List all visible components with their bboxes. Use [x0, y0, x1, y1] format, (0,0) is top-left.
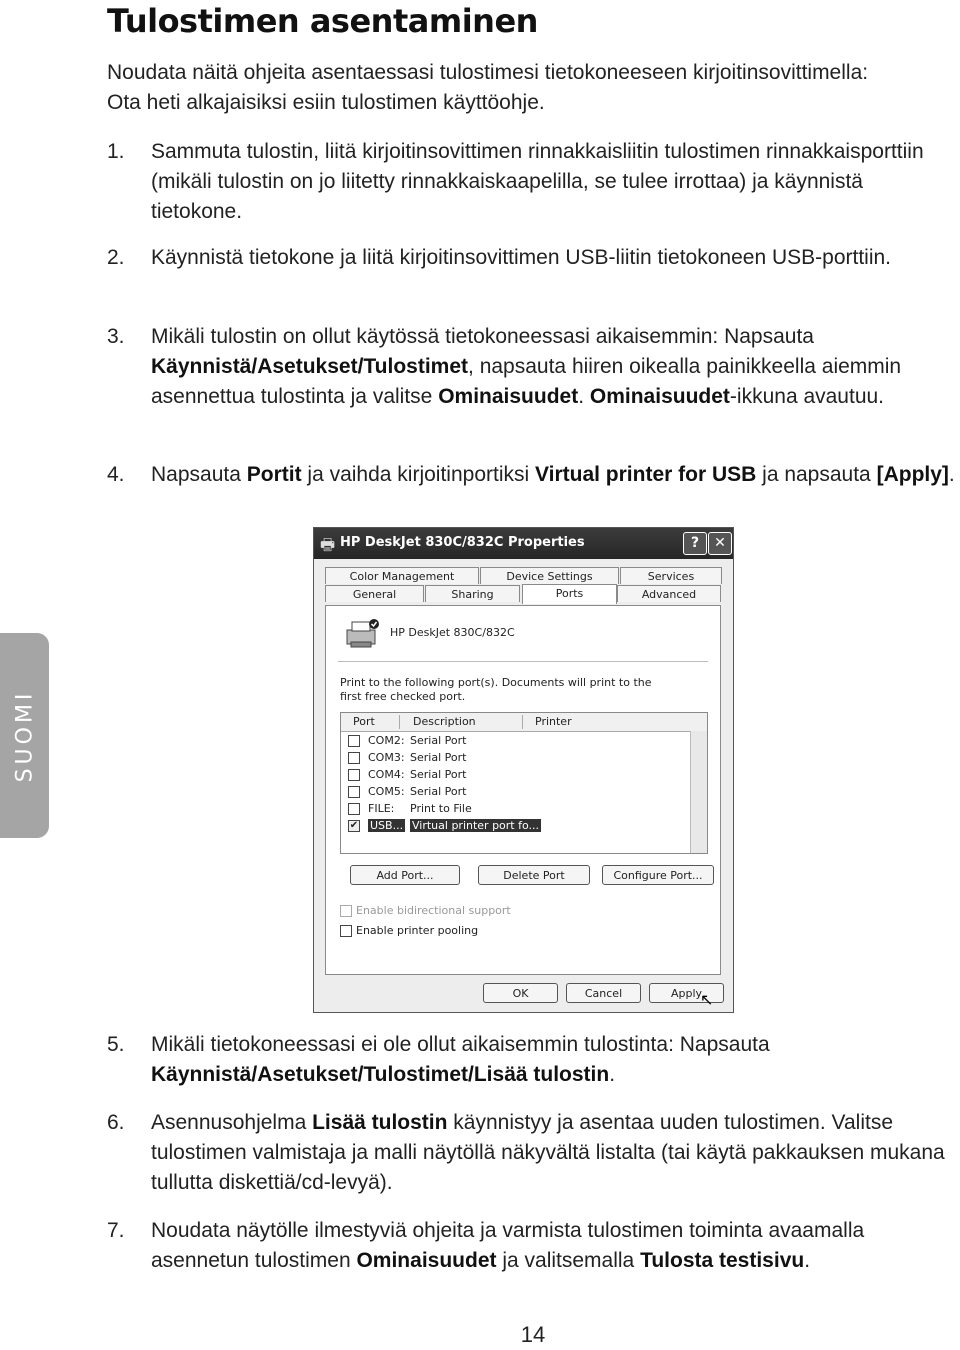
tab-device-settings[interactable]: Device Settings — [480, 567, 619, 584]
ports-panel — [325, 605, 721, 975]
port-checkbox[interactable] — [348, 769, 360, 781]
printer-name: HP DeskJet 830C/832C — [390, 626, 515, 639]
column-printer[interactable]: Printer — [535, 715, 572, 728]
step-number: 2. — [107, 246, 125, 269]
dialog-titlebar — [314, 528, 733, 559]
pooling-checkbox[interactable]: Enable printer pooling — [340, 924, 478, 937]
step-text: Sammuta tulostin, liitä kirjoitinsovittimen rinnakkaisliitin tulostimen rinnakkaisporttiin (mikäli tulostin on jo liitetty rinnakkaiskaapelilla, se tulee irrottaa) ja käynnistä tietokone. — [151, 140, 924, 223]
port-checkbox[interactable] — [348, 786, 360, 798]
printer-icon: 🖶 — [320, 535, 336, 554]
divider — [338, 661, 708, 662]
column-description[interactable]: Description — [413, 715, 476, 728]
configure-port-button[interactable]: Configure Port... — [602, 865, 714, 885]
step-number: 7. — [107, 1219, 125, 1242]
step-text: Napsauta Portit ja vaihda kirjoitinportiksi Virtual printer for USB ja napsauta [Apply]. — [151, 463, 955, 486]
step-number: 4. — [107, 463, 125, 486]
list-item[interactable]: COM4: Serial Port — [341, 766, 686, 783]
delete-port-button[interactable]: Delete Port — [478, 865, 590, 885]
step-text: Asennusohjelma Lisää tulostin käynnistyy ja asentaa uuden tulostimen. Valitse tulostimen valmistaja ja malli näytöllä näkyvältä listalta (tai käytä pakkauksen mukana tullutta diskettiä/cd-levyä). — [151, 1111, 945, 1194]
step-text: Mikäli tulostin on ollut käytössä tietokoneessasi aikaisemmin: Napsauta Käynnistä/Asetukset/Tulostimet, napsauta hiiren oikealla painikkeella aiemmin asennettua tulostinta ja valitse Ominaisuudet. Ominaisuudet-ikkuna avautuu. — [151, 325, 902, 408]
step-number: 3. — [107, 325, 125, 348]
list-header — [341, 713, 708, 732]
step-number: 5. — [107, 1033, 125, 1056]
port-checkbox-checked[interactable]: ✔ — [349, 820, 359, 831]
list-scrollbar[interactable] — [690, 731, 707, 853]
help-button[interactable]: ? — [683, 532, 707, 555]
list-item[interactable]: COM5: Serial Port — [341, 783, 686, 800]
step-text: Mikäli tietokoneessasi ei ole ollut aikaisemmin tulostinta: Napsauta Käynnistä/Asetukset/Tulostimet/Lisää tulostin. — [151, 1033, 770, 1086]
port-list[interactable] — [340, 712, 708, 854]
page-number: 14 — [520, 1322, 546, 1347]
tab-services[interactable]: Services — [620, 567, 722, 584]
printer-properties-dialog — [313, 527, 734, 1013]
port-instructions: Print to the following port(s). Documents will print to the first free checked port. — [340, 676, 652, 703]
port-checkbox[interactable] — [348, 752, 360, 764]
step-text: Käynnistä tietokone ja liitä kirjoitinsovittimen USB-liitin tietokoneen USB-porttiin. — [151, 246, 892, 269]
port-checkbox[interactable] — [348, 735, 360, 747]
tab-color-management[interactable]: Color Management — [325, 567, 479, 584]
column-port[interactable]: Port — [353, 715, 375, 728]
printer-icon — [343, 618, 383, 650]
list-item-selected[interactable]: ✔ USB... Virtual printer port fo... — [349, 819, 540, 832]
list-item[interactable]: COM2: Serial Port — [341, 732, 686, 749]
add-port-button[interactable]: Add Port... — [350, 865, 460, 885]
language-label: SUOMI — [12, 689, 37, 782]
bidirectional-checkbox[interactable]: Enable bidirectional support — [340, 904, 511, 917]
apply-button[interactable]: Apply — [649, 983, 724, 1003]
list-item[interactable]: COM3: Serial Port — [341, 749, 686, 766]
ok-button[interactable]: OK — [483, 983, 558, 1003]
language-side-tab — [0, 633, 49, 838]
tab-sharing[interactable]: Sharing — [425, 585, 520, 602]
mouse-cursor-icon: ↖ — [700, 990, 714, 1009]
tab-advanced[interactable]: Advanced — [617, 585, 721, 602]
list-item[interactable]: FILE: Print to File — [341, 800, 686, 817]
dialog-title: HP DeskJet 830C/832C Properties — [340, 535, 585, 550]
port-checkbox[interactable] — [348, 803, 360, 815]
tab-ports[interactable]: Ports — [522, 584, 617, 604]
cancel-button[interactable]: Cancel — [566, 983, 641, 1003]
tab-general[interactable]: General — [325, 585, 424, 602]
step-number: 1. — [107, 140, 125, 163]
intro-text: Noudata näitä ohjeita asentaessasi tulostimesi tietokoneeseen kirjoitinsovittimella: Ota heti alkajaisiksi esiin tulostimen käyttöohje. — [107, 61, 869, 114]
page-title: Tulostimen asentaminen — [107, 2, 538, 40]
step-number: 6. — [107, 1111, 125, 1134]
close-button[interactable]: ✕ — [708, 532, 732, 555]
step-text: Noudata näytölle ilmestyviä ohjeita ja varmista tulostimen toiminta avaamalla asennetun tulostimen Ominaisuudet ja valitsemalla Tulosta testisivu. — [151, 1219, 865, 1272]
